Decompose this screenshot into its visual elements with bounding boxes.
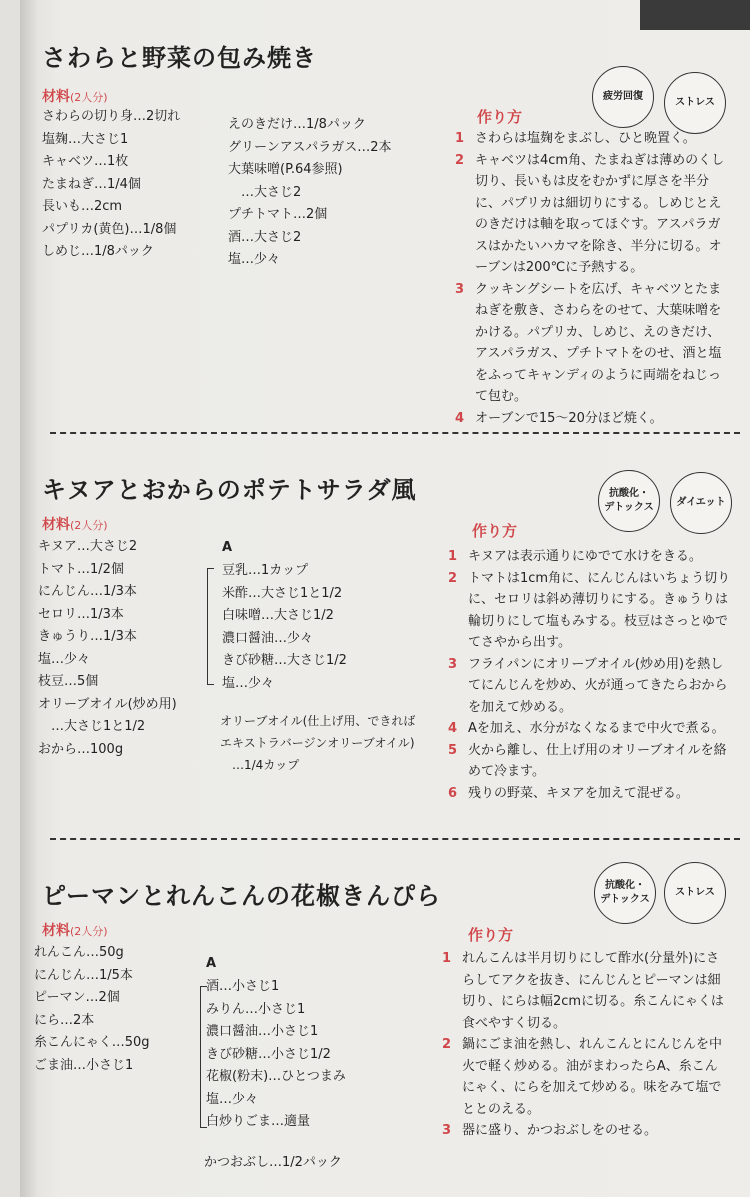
- ingredient: …大さじ2: [228, 184, 302, 200]
- ingredient: トマト…1/2個: [38, 561, 124, 577]
- method-title: 作り方: [477, 108, 523, 126]
- ingredient: ピーマン…2個: [34, 990, 120, 1005]
- recipe-title: キヌアとおからのポテトサラダ風: [42, 476, 417, 504]
- ingredient: れんこん…50g: [34, 945, 124, 960]
- topping-note: [204, 1152, 342, 1174]
- ingredient: 米酢…大さじ1と1/2: [222, 585, 343, 601]
- health-badge: ダイエット: [670, 472, 732, 534]
- sauce-a-list: [206, 976, 346, 1134]
- step: 1 キヌアは表示通りにゆでて水けをきる。: [448, 549, 702, 564]
- ingredient-list: [42, 106, 180, 264]
- ingredient: さわらの切り身…2切れ: [42, 109, 181, 124]
- note-line: かつおぶし…1/2パック: [204, 1155, 342, 1170]
- book-page: [20, 0, 750, 1197]
- ingredient: パプリカ(黄色)…1/8個: [42, 221, 177, 237]
- ingredient: 白炒りごま…適量: [206, 1114, 311, 1129]
- ingredient: きゅうり…1/3本: [38, 629, 137, 644]
- ingredient: セロリ…1/3本: [38, 606, 124, 622]
- step: 3 フライパンにオリーブオイル(炒め用)を熱してにんじんを炒め、火が通ってきたらおからを加えて炒める。: [448, 656, 728, 715]
- ingredient: 塩麹…大さじ1: [42, 131, 129, 147]
- step: 4 オーブンで15～20分ほど焼く。: [455, 410, 663, 426]
- health-badge: 疲労回復: [592, 66, 654, 128]
- ingredient: 濃口醤油…少々: [222, 630, 314, 646]
- ingredient-list: [34, 942, 150, 1077]
- ingredient: キャベツ…1枚: [42, 154, 129, 169]
- ingredient: にんじん…1/3本: [38, 584, 137, 599]
- ingredient: 枝豆…5個: [38, 674, 99, 689]
- ingredient: 塩…少々: [206, 1091, 259, 1107]
- step-list: [442, 948, 727, 1142]
- method-title: 作り方: [468, 926, 514, 944]
- step: 3 クッキングシートを広げ、キャベツとたまねぎを敷き、さわらをのせて、大葉味噌をかける。パプリカ、しめじ、えのきだけ、アスパラガス、プチトマトをのせ、酒と塩をふってキャンディのように両端をねじって包む。: [455, 281, 722, 404]
- ingredient: えのきだけ…1/8パック: [228, 117, 366, 132]
- ingredient: …大さじ1と1/2: [38, 719, 146, 734]
- ingredient: 塩…少々: [228, 252, 281, 267]
- ingredient: にら…2本: [34, 1012, 95, 1028]
- health-badge: 抗酸化・ デトックス: [594, 862, 656, 924]
- step: 6 残りの野菜、キヌアを加えて混ぜる。: [448, 785, 689, 801]
- sauce-a-label: A: [206, 956, 217, 971]
- step: 4 Aを加え、水分がなくなるまで中火で煮る。: [448, 721, 725, 736]
- step: 5 火から離し、仕上げ用のオリーブオイルを絡めて冷ます。: [448, 742, 727, 779]
- step: 2 トマトは1cm角に、にんじんはいちょう切りに、セロリは斜め薄切りにする。きゅうりは輪切りにして塩もみする。枝豆はさっとゆでてさやから出す。: [448, 570, 731, 650]
- dashed-divider: [50, 432, 740, 434]
- ingredient: 濃口醤油…小さじ1: [206, 1024, 319, 1039]
- step: 1 れんこんは半月切りにして酢水(分量外)にさらしてアクを抜き、にんじんとピーマンは細切り、にらは幅2cmに切る。糸こんにゃくは食べやすく切る。: [442, 951, 724, 1031]
- ingredient: オリーブオイル(炒め用): [38, 696, 177, 712]
- finishing-oil-note: [220, 710, 415, 776]
- health-badge: ストレス: [664, 72, 726, 134]
- ingredient: キヌア…大さじ2: [38, 539, 138, 554]
- materials-label: 材料(2人分): [42, 923, 108, 939]
- ingredient: 豆乳…1カップ: [222, 563, 309, 578]
- background-corner: [640, 0, 750, 30]
- ingredient: 花椒(粉末)…ひとつまみ: [206, 1069, 346, 1084]
- ingredient: みりん…小さじ1: [206, 1001, 306, 1017]
- dashed-divider: [50, 838, 740, 840]
- ingredient: 酒…大さじ2: [228, 229, 302, 245]
- health-badge: ストレス: [664, 862, 726, 924]
- ingredient: 塩…少々: [38, 651, 91, 667]
- recipe-title: ピーマンとれんこんの花椒きんぴら: [42, 882, 442, 910]
- note-line: …1/4カップ: [220, 758, 300, 772]
- ingredient: 糸こんにゃく…50g: [34, 1035, 150, 1050]
- ingredient: きび砂糖…大さじ1/2: [222, 653, 347, 668]
- step: 2 鍋にごま油を熱し、れんこんとにんじんを中火で軽く炒める。油がまわったらA、糸こんにゃく、にらを加えて炒める。味をみて塩でととのえる。: [442, 1037, 723, 1117]
- recipe-title: さわらと野菜の包み焼き: [42, 44, 317, 72]
- ingredient: しめじ…1/8パック: [42, 244, 154, 259]
- ingredient: 酒…小さじ1: [206, 979, 280, 994]
- ingredient: 大葉味噌(P.64参照): [228, 162, 343, 177]
- materials-label: 材料(2人分): [42, 89, 108, 105]
- step: 1 さわらは塩麹をまぶし、ひと晩置く。: [455, 131, 696, 146]
- ingredient: おから…100g: [38, 741, 124, 757]
- ingredient: 塩…少々: [222, 675, 275, 691]
- health-badge: 抗酸化・ デトックス: [598, 470, 660, 532]
- step-list: [455, 128, 725, 429]
- sauce-a-list: [222, 560, 347, 695]
- ingredient: たまねぎ…1/4個: [42, 176, 141, 192]
- note-line: エキストラバージンオリーブオイル): [220, 736, 415, 750]
- ingredient: プチトマト…2個: [228, 207, 328, 222]
- step: 2 キャベツは4cm角、たまねぎは薄めのくし切り、長いもは皮をむかずに厚さを半分に、パプリカは細切りにする。しめじとえのきだけは軸を取ってほぐす。アスパラガスはかたいハカマを除き、半分に切る。オーブンは200℃に予熱する。: [455, 152, 725, 275]
- sauce-a-label: A: [222, 540, 233, 555]
- ingredient: 白味噌…大さじ1/2: [222, 608, 334, 623]
- step-list: [448, 546, 733, 804]
- ingredient: にんじん…1/5本: [34, 967, 133, 983]
- materials-label: 材料(2人分): [42, 517, 108, 533]
- ingredient-list: [38, 536, 177, 761]
- ingredient: きび砂糖…小さじ1/2: [206, 1046, 331, 1062]
- ingredient-list-2: [228, 114, 392, 272]
- ingredient: グリーンアスパラガス…2本: [228, 139, 392, 155]
- method-title: 作り方: [472, 522, 518, 540]
- step: 3 器に盛り、かつおぶしをのせる。: [442, 1123, 658, 1138]
- note-line: オリーブオイル(仕上げ用、できれば: [220, 714, 416, 728]
- ingredient: ごま油…小さじ1: [34, 1057, 134, 1073]
- ingredient: 長いも…2cm: [42, 199, 123, 214]
- sauce-bracket: [207, 568, 214, 685]
